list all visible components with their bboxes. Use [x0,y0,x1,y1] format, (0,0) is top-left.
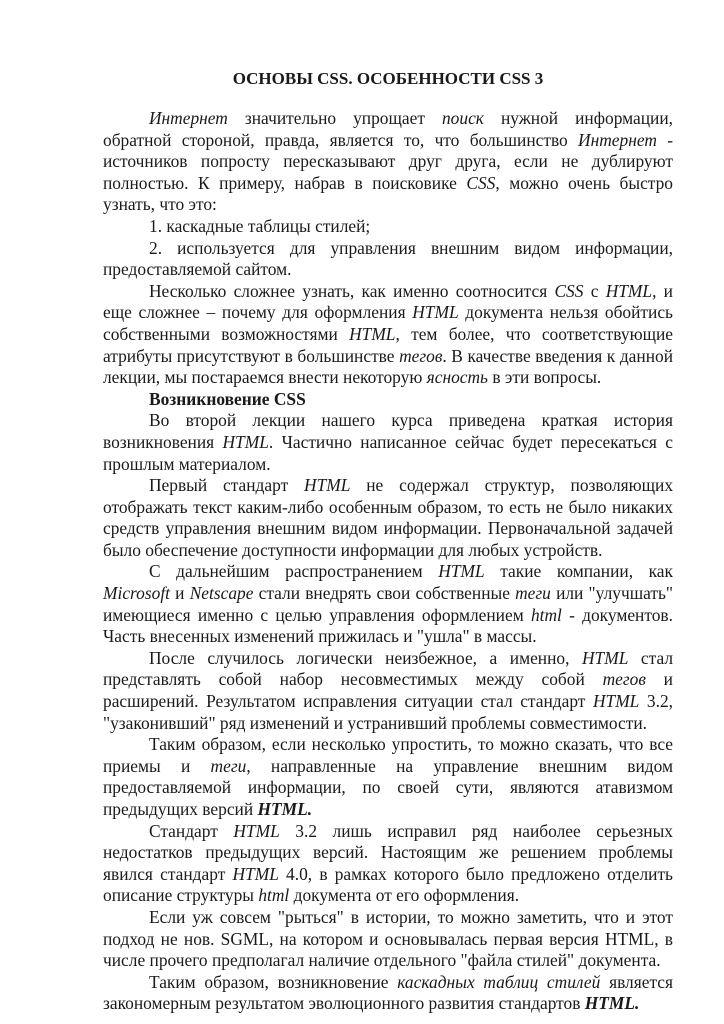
emphasis-text: теги [210,755,247,776]
paragraph [103,410,673,475]
emphasis-text: html [258,885,290,906]
text-run: После случилось логически неизбежное, а именно, [149,647,582,668]
text-run: такие компании, как [484,561,673,582]
text-run: . В качестве введения к данной лекции, мы постараемся внести некоторую [103,345,674,388]
text-run: Таким образом, возникновение [149,971,398,992]
paragraph [103,821,673,907]
text-run: документа от его оформления. [289,885,520,906]
text-run: стал представлять собой набор несовместимых между собой [103,647,673,690]
emphasis-text: Интернет [578,129,657,150]
text-run: Стандарт [149,820,234,841]
emphasis-text: теги [515,583,551,604]
text-run: Таким образом, если несколько упростить, то можно сказать, что все приемы и [103,734,673,776]
emphasis-text: HTML [412,302,459,323]
emphasis-text: HTML [438,561,485,582]
emphasis-text: Netscape [189,583,254,604]
text-run: является закономерным результатом эволюционного развития стандартов [103,971,673,1014]
paragraph [103,108,673,216]
text-run: - источников попросту пересказывают друг друга, если не дублируют полностью. К примеру, набрав в поисковике [103,129,673,193]
emphasis-text: HTML [349,323,396,344]
emphasis-text: HTML. [257,799,313,819]
text-run: Возникновение CSS [149,388,306,409]
text-run: нужной информации, обратной стороной, правда, является то, что большинство [103,108,673,150]
emphasis-text: Интернет [149,108,228,128]
emphasis-text: HTML [582,647,629,668]
paragraph [103,648,673,734]
emphasis-text: HTML. [584,993,640,1014]
emphasis-text: HTML [592,691,640,712]
text-run: 4.0, в рамках которого было предложено отделить описание структуры [103,863,673,906]
text-run: с [583,280,606,301]
text-run: Во второй лекции нашего курса приведена краткая история возникновения [103,410,673,452]
emphasis-text: HTML [233,820,280,841]
document-body [103,108,673,1015]
section-heading [103,389,673,411]
text-run: и расширений. Результатом исправления ситуации стал стандарт [103,669,673,712]
emphasis-text: HTML [304,475,351,496]
text-run: 3.2, "узаконивший" ряд изменений и устранивший проблемы совместимости. [103,691,674,733]
emphasis-text: HTML [232,863,279,884]
emphasis-text: тегов [399,345,443,366]
text-run: , направленные на управление внешним видом предоставляемой информации, по своей сути, являются атавизмом предыдущих версий [103,755,673,819]
paragraph [103,238,673,281]
emphasis-text: поиск [441,108,484,128]
paragraph [103,475,673,561]
text-run: - документов. Часть внесенных изменений прижилась и "ушла" в массы. [103,604,673,647]
text-run: , тем более, что соответствующие атрибуты присутствуют в большинстве [103,323,673,366]
text-run: , и еще сложнее – почему для оформления [103,280,673,323]
emphasis-text: HTML [605,280,653,301]
text-run: Если уж совсем "рыться" в истории, то можно заметить, что и этот подход не нов. SGML, на котором и основывалась первая версия HTML, в числе прочего предполагал наличие отдельного "файла стилей" документа. [103,906,673,971]
text-run: в эти вопросы. [487,367,602,388]
text-run: стали внедрять свои собственные [253,583,516,604]
text-run: Несколько сложнее узнать, как именно соотносится [149,280,555,301]
emphasis-text: ясность [426,367,488,388]
text-run: и [169,583,190,604]
emphasis-text: тегов [602,669,646,690]
emphasis-text: HTML [222,431,269,452]
paragraph [103,281,673,389]
text-run: С дальнейшим распространением [149,561,439,582]
text-run: . Частично написанное сейчас будет пересекаться с прошлым материалом. [103,431,673,474]
paragraph [103,734,673,820]
paragraph [103,561,673,647]
emphasis-text: html [530,604,562,625]
paragraph [103,972,673,1015]
paragraph [103,216,673,238]
text-run: Первый стандарт [149,475,305,496]
document-title: ОСНОВЫ CSS. ОСОБЕННОСТИ CSS 3 [232,69,544,88]
text-run: 3.2 лишь исправил ряд наиболее серьезных недостатков предыдущих версий. Настоящим же решением проблемы явился стандарт [103,820,673,884]
emphasis-text: Microsoft [103,583,170,604]
text-run: , можно очень быстро узнать, что это: [103,172,674,215]
text-run: или "улучшать" имеющиеся именно с целью управления оформлением [103,583,673,625]
text-run: документа нельзя обойтись собственными возможностями [103,302,673,344]
text-run: 1. каскадные таблицы стилей; [149,215,371,236]
paragraph [103,907,673,972]
emphasis-text: CSS [466,172,496,193]
text-run: 2. используется для управления внешним видом информации, предоставляемой сайтом. [103,237,673,280]
text-run: значительно упрощает [227,108,442,128]
emphasis-text: каскадных таблиц стилей [397,971,601,992]
emphasis-text: CSS [554,280,584,301]
text-run: не содержал структур, позволяющих отображать текст каким-либо особенным образом, то есть не было никаких средств управления внешним видом информации. Первоначальной задачей было обеспечение доступности информации для любых устройств. [103,475,674,560]
